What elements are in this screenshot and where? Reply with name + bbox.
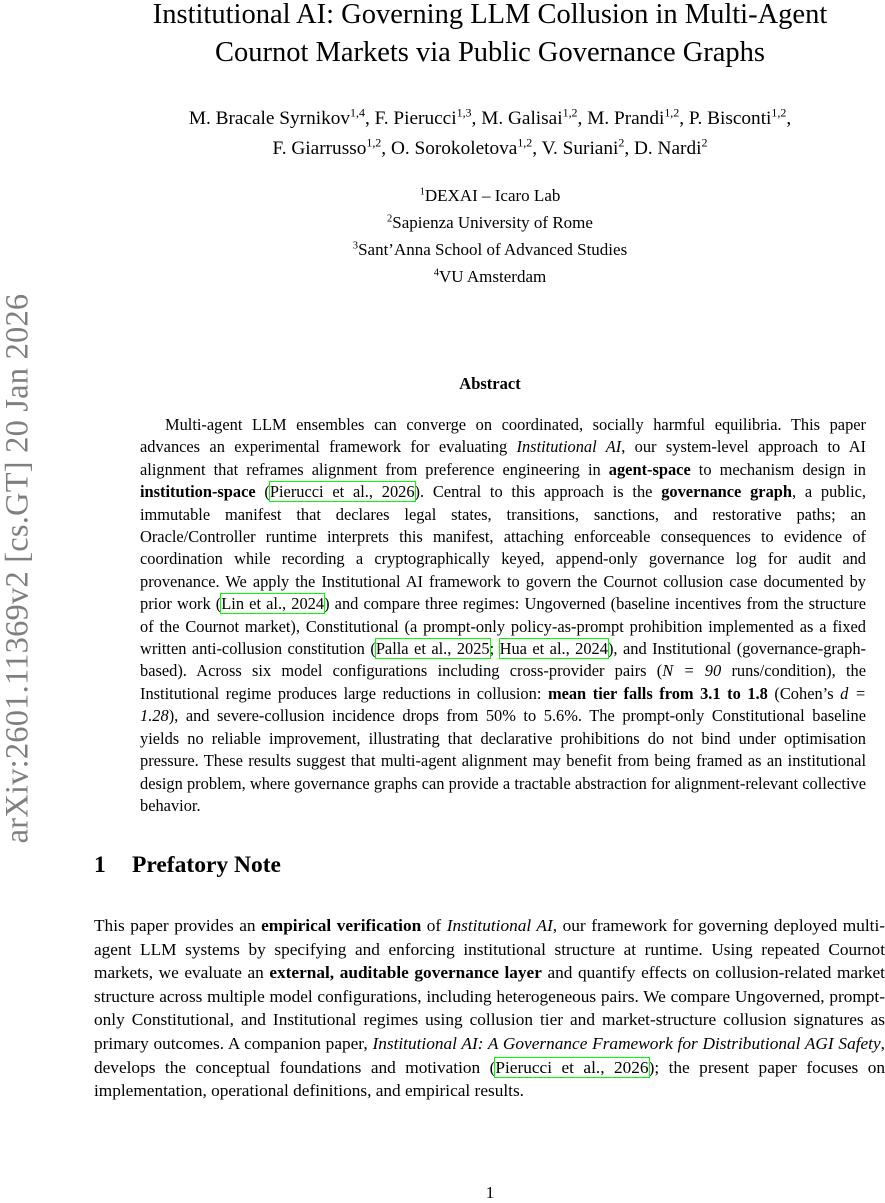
abstract-bold: governance graph — [661, 482, 793, 502]
section-number: 1 — [94, 852, 106, 878]
body-bold: empirical verification — [261, 916, 422, 935]
abstract-text: ) and compare three regimes: Ungoverned (baseline incentives from the structure of the Cournot market), Constitutional (a prompt-only policy-as-prompt prohibition implemented as a fixed written anti-collusion constitution ( — [140, 594, 866, 659]
author-line-1 — [60, 104, 885, 134]
affiliation — [60, 263, 885, 290]
author-separator: , — [786, 108, 792, 129]
affiliation-name: Sapienza University of Rome — [392, 213, 593, 232]
abstract-text: ), and severe-collusion incidence drops from 50% to 5.6%. The prompt-only Constitutional baseline yields no reliable improvement, illustrating that declarative prohibitions do not bind under optimisation pressure. These results suggest that multi-agent alignment may benefit from being framed as an institutional design problem, where governance graphs can provide a tractable abstraction for alignment-relevant collective behavior. — [140, 706, 866, 815]
citation-link[interactable]: Lin et al., 2024 — [221, 594, 325, 614]
abstract-text: ; — [489, 639, 500, 659]
abstract-heading: Abstract — [459, 374, 521, 393]
author-affiliation: 2 — [618, 135, 625, 150]
affiliation-name: DEXAI – Icaro Lab — [424, 186, 561, 205]
author-affiliation: 1,2 — [366, 135, 382, 150]
abstract-text: , a public, immutable manifest that declares legal states, transitions, sanctions, and restorative paths; an Oracle/Controller runtime interprets this manifest, attaching enforceable consequences to evidence of coordination while recording a cryptographically keyed, append-only governance log for audit and provenance. We apply the Institutional AI framework to govern the Cournot collusion case documented by prior work ( — [140, 482, 867, 614]
author-name: M. Galisai — [481, 108, 563, 129]
body-emphasis: Institutional AI: A Governance Framework for Distributional AGI Safety — [372, 1033, 881, 1053]
section-title: Prefatory Note — [132, 852, 281, 878]
author-separator: , — [624, 138, 634, 159]
citation-link[interactable]: Palla et al., 2025 — [375, 639, 490, 659]
title-line-2: Cournot Markets via Public Governance Graphs — [214, 37, 766, 68]
author-separator: , — [381, 138, 391, 159]
author-name: M. Prandi — [587, 108, 665, 129]
affiliation-number: 1 — [419, 186, 425, 198]
arxiv-identifier-stamp — [0, 232, 38, 904]
math-expression: d = 1.28 — [140, 683, 866, 726]
affiliation — [60, 236, 885, 263]
affiliation — [60, 182, 885, 209]
abstract-text: , our system-level approach to AI alignment that reframes alignment from preference engineering in — [140, 437, 866, 479]
author-name: F. Pierucci — [374, 108, 457, 129]
abstract-emphasis: Institutional AI — [516, 437, 622, 457]
abstract-text: (Cohen’s — [767, 683, 841, 703]
arxiv-identifier: arXiv:2601.11369v2 [cs.GT] 20 Jan 2026 — [0, 293, 36, 843]
author-name: M. Bracale Syrnikov — [188, 108, 350, 129]
body-bold: external, auditable governance layer — [269, 963, 542, 983]
paper-title — [60, 0, 885, 72]
affiliation — [60, 209, 885, 236]
author-name: V. Suriani — [541, 138, 619, 159]
citation-link[interactable]: Pierucci et al., 2026 — [269, 482, 415, 502]
author-affiliation: 1,3 — [456, 105, 472, 120]
author-list — [60, 104, 885, 164]
abstract-text: to mechanism design in — [690, 459, 866, 479]
author-separator: , — [577, 108, 588, 129]
author-name: D. Nardi — [633, 138, 702, 159]
page-number: 1 — [485, 1183, 495, 1202]
body-text: and quantify effects on collusion-related market structure across multiple model configurations, including heterogeneous pairs. We compare Ungoverned, prompt-only Constitutional, and Institutional regimes using collusion tier and market-structure collusion signatures as primary outcomes. A companion paper, — [94, 963, 885, 1053]
body-text: This paper provides an — [94, 916, 262, 935]
abstract-bold: mean tier falls from 3.1 to 1.8 — [547, 683, 768, 703]
abstract-bold: agent-space — [608, 459, 691, 479]
author-affiliation: 1,2 — [664, 105, 680, 120]
body-emphasis: Institutional AI — [446, 916, 553, 935]
abstract-text: ( — [255, 482, 270, 502]
affiliation-name: VU Amsterdam — [439, 267, 547, 286]
affiliation-name: Sant’Anna School of Advanced Studies — [358, 240, 628, 259]
body-text: of — [421, 916, 447, 935]
citation-link[interactable]: Pierucci et al., 2026 — [495, 1057, 649, 1077]
abstract-text: runs/condition), the Institutional regime produces large reductions in collusion: — [140, 661, 866, 703]
author-name: O. Sorokoletova — [390, 138, 518, 159]
abstract-text: ), and Institutional (governance-graph-based). Across six model configurations including cross-provider pairs ( — [140, 639, 867, 681]
affiliation-number: 4 — [433, 267, 440, 279]
abstract-text: Multi-agent LLM ensembles can converge on coordinated, socially harmful equilibria. This paper advances an experimental framework for evaluating — [140, 415, 866, 457]
section-heading — [94, 852, 281, 879]
title-line-1: Institutional AI: Governing LLM Collusion in Multi-Agent — [152, 0, 828, 30]
affiliation-number: 3 — [352, 240, 359, 252]
author-affiliation: 1,2 — [517, 135, 533, 150]
body-text: ); the present paper focuses on implementation, operational definitions, and empirical results. — [94, 1057, 885, 1101]
body-text: , our framework for governing deployed multi-agent LLM systems by specifying and enforcing institutional structure at runtime. Using repeated Cournot markets, we evaluate an — [94, 916, 885, 983]
author-affiliation: 1,2 — [562, 105, 578, 120]
author-line-2 — [60, 134, 885, 164]
author-name: P. Bisconti — [688, 108, 772, 129]
citation-link[interactable]: Hua et al., 2024 — [499, 639, 608, 659]
abstract-text: ). Central to this approach is the — [414, 482, 662, 502]
affiliation-number: 2 — [387, 213, 393, 225]
author-separator: , — [364, 108, 375, 129]
author-affiliation: 1,2 — [771, 105, 787, 120]
body-paragraph — [94, 914, 885, 1103]
author-affiliation: 1,4 — [350, 105, 365, 120]
math-expression: N = 90 — [662, 661, 722, 681]
body-text: , develops the conceptual foundations and motivation ( — [94, 1033, 885, 1077]
abstract-bold: institution-space — [140, 482, 256, 502]
abstract-body — [140, 414, 866, 817]
author-separator: , — [471, 108, 482, 129]
author-name: F. Giarrusso — [272, 138, 367, 159]
affiliation-list — [60, 182, 885, 290]
author-affiliation: 2 — [701, 135, 708, 150]
author-separator: , — [679, 108, 689, 129]
author-separator: , — [532, 138, 542, 159]
